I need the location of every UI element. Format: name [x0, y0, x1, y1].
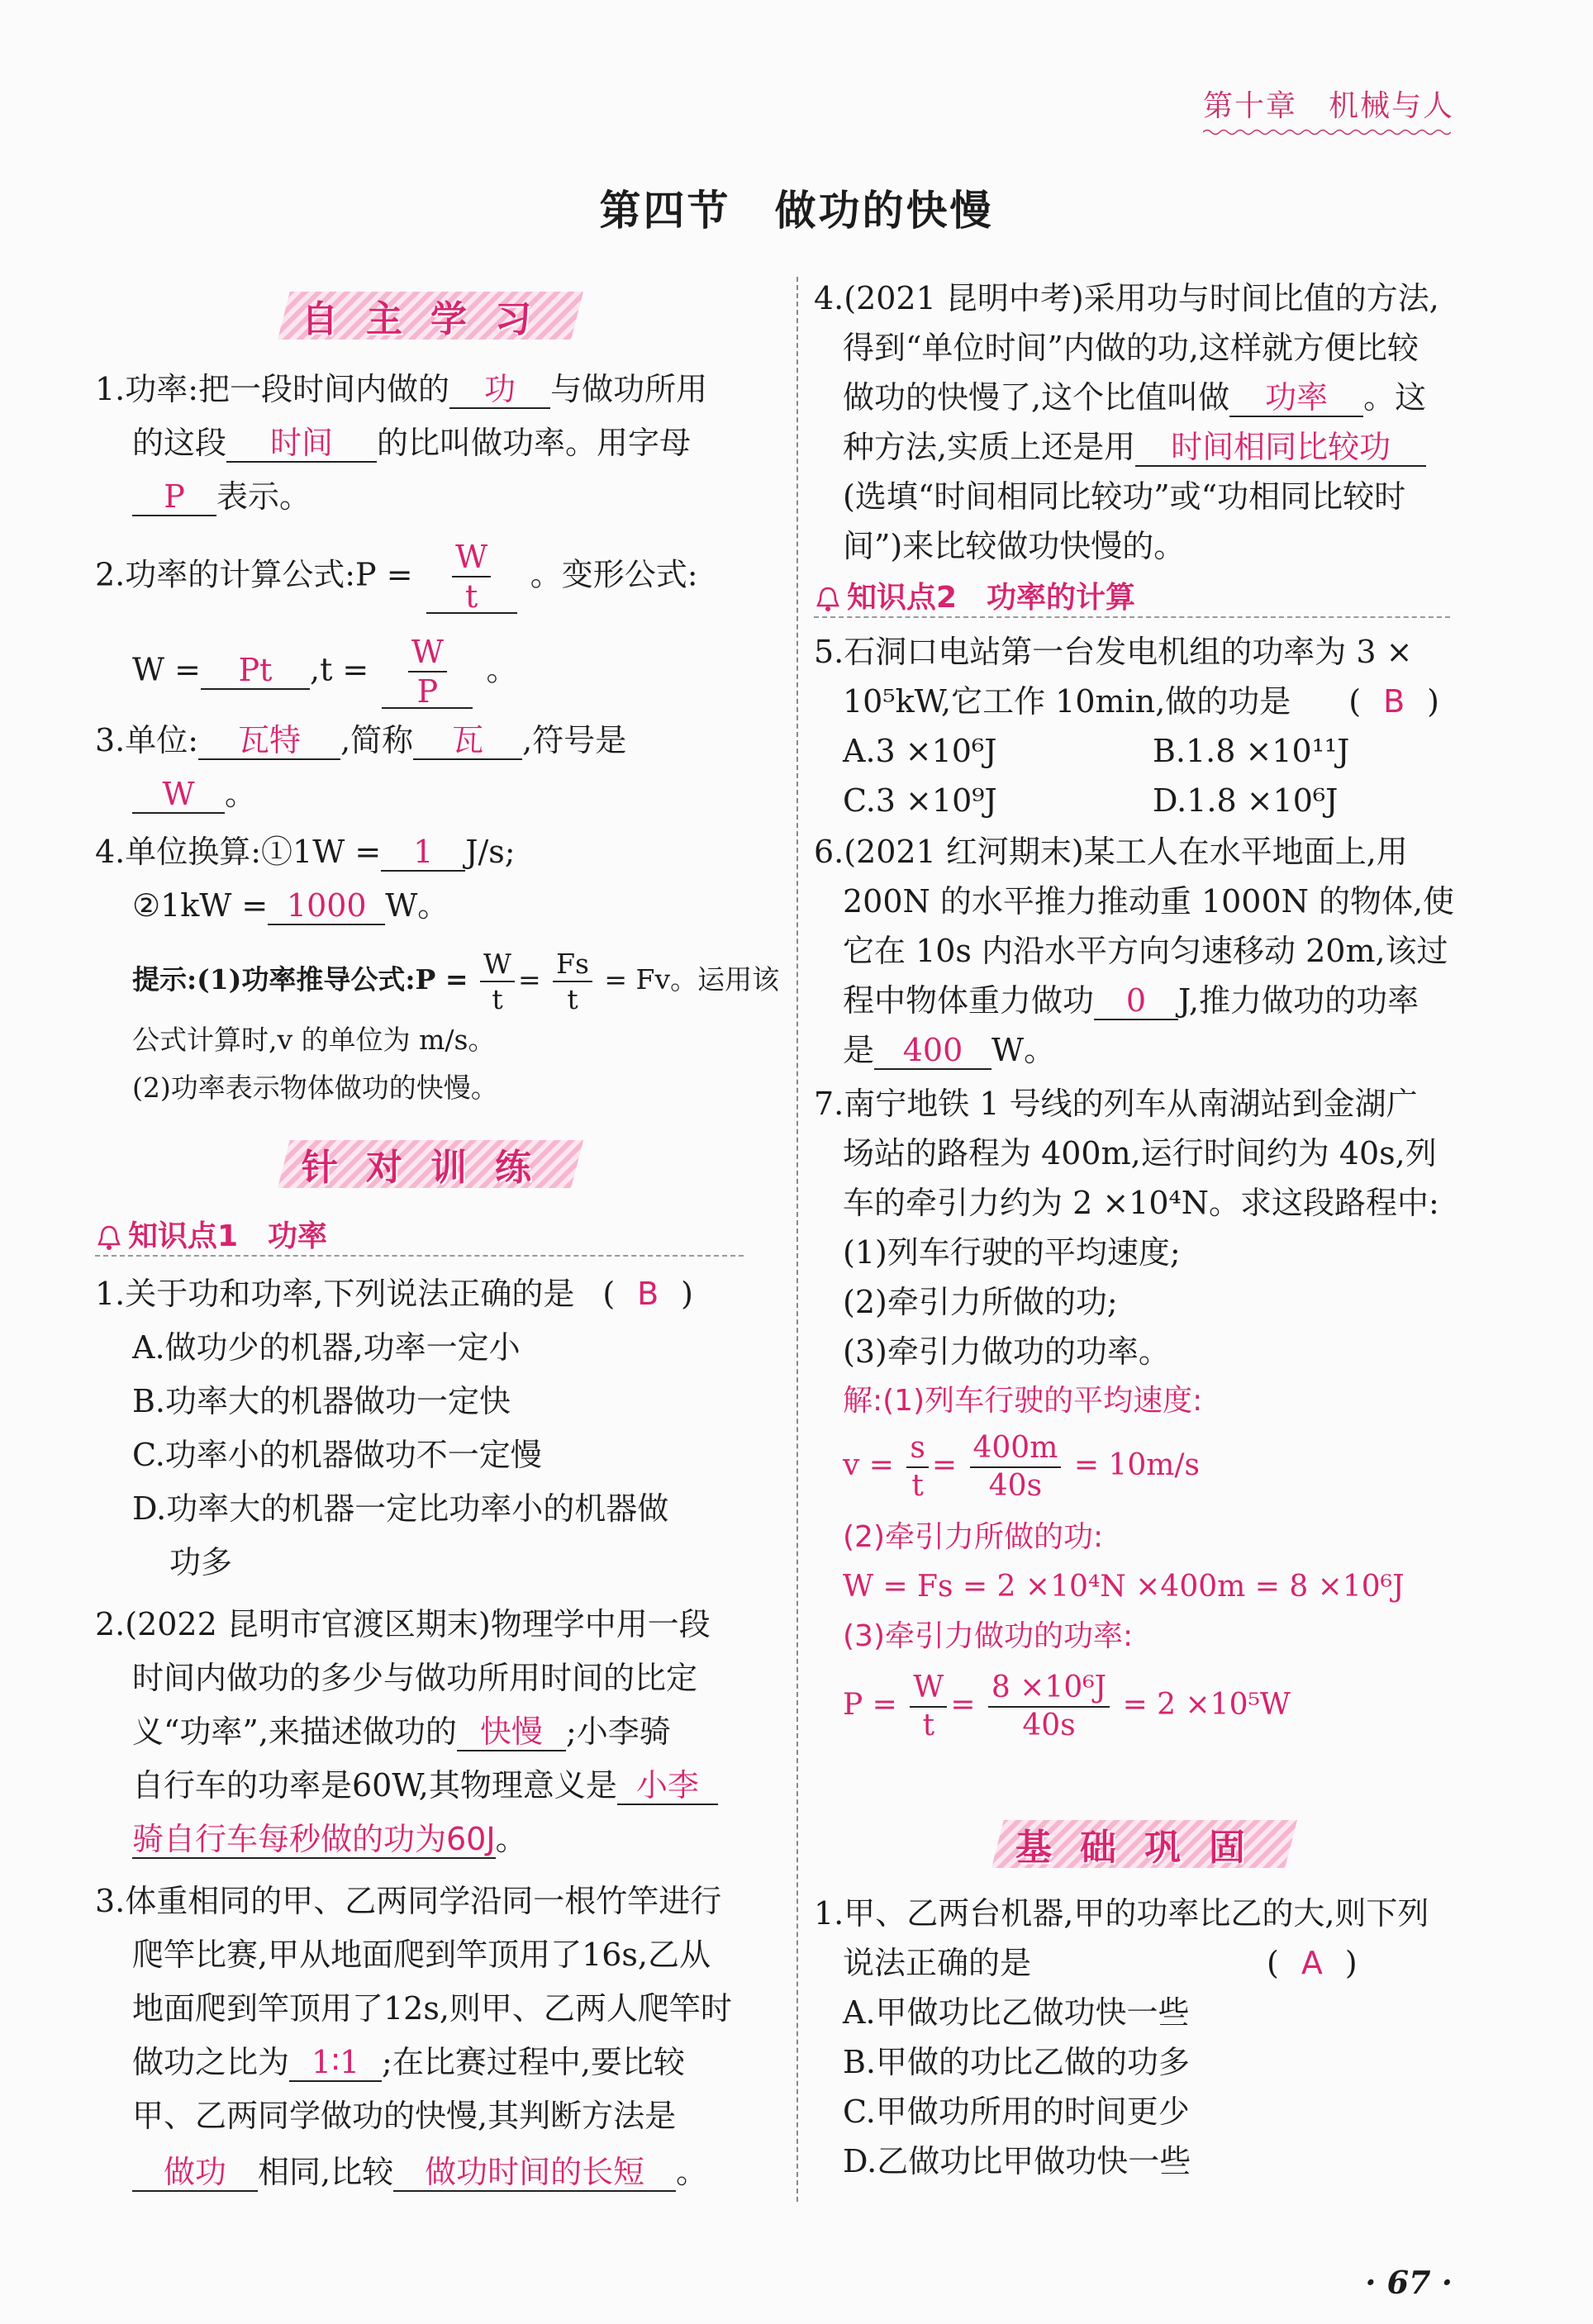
q2-line2: W = Pt ,t = $\frac{W}{P}$ 。 — [132, 634, 518, 710]
rq5-opt-c: C.3 ×10⁹J — [843, 782, 997, 819]
rq6-l5: 是 400 W。 — [843, 1032, 1056, 1068]
chapter-header: 第十章 机械与人 — [1203, 83, 1454, 125]
lq2-l4: 自行车的功率是60W,其物理意义是 小李 — [132, 1760, 718, 1811]
q4-line1: 4.单位换算:①1W = 1 J/s; — [95, 834, 516, 870]
lq1-opt-d2: 功多 — [169, 1544, 233, 1580]
sol-frac-8e6-40: $\frac{\text{8 ×10⁶J}}{40s}$ — [988, 1673, 1110, 1741]
q1-line1: 1.功率:把一段时间内做的 功 与做功所用 — [95, 371, 708, 407]
tip-line2: 公式计算时,v 的单位为 m/s。 — [132, 1024, 496, 1056]
bell-icon — [814, 585, 842, 613]
q1-line2: 的这段 时间 的比叫做功率。用字母 — [132, 425, 692, 461]
solution-s2: v = $\frac{s}{t}$ = $\frac{400m}{40s}$ = 10m/s — [843, 1431, 1200, 1503]
tip-line1: 提示:(1)功率推导公式:P = $\frac{W}{t}$ = $\frac{Fs}{t}$ = Fv。运用该 — [132, 948, 780, 1015]
rq7-p3: (3)牵引力做功的功率。 — [843, 1333, 1170, 1370]
q3-line1: 3.单位: 瓦特 ,简称 瓦 ,符号是 — [95, 722, 627, 758]
rq6-l4: 程中物体重力做功 0 J,推力做功的功率 — [843, 982, 1419, 1019]
lq3-l4: 做功之比为 1∶1 ;在比赛过程中,要比较 — [132, 2044, 685, 2080]
rq4-l3: 做功的快慢了,这个比值叫做 功率 。这 — [843, 379, 1427, 416]
bq1-opt-c: C.甲做功所用的时间更少 — [843, 2094, 1190, 2130]
lq1-opt-a: A.做功少的机器,功率一定小 — [132, 1329, 521, 1366]
bq1-opt-a: A.甲做功比乙做功快一些 — [843, 1994, 1190, 2031]
rq5-opt-d: D.1.8 ×10⁶J — [1153, 782, 1339, 819]
rq6-l3: 它在 10s 内沿水平方向匀速移动 20m,该过 — [843, 933, 1448, 969]
q1-line3: P 表示。 — [132, 471, 311, 522]
formula-w-over-p: $\frac{W}{P}$ — [382, 636, 473, 709]
rq4-l6: 间”)来比较做功快慢的。 — [843, 528, 1186, 564]
banner-self-study: 自主学习 — [278, 285, 583, 346]
rq7-l3: 车的牵引力约为 2 ×10⁴N。求这段路程中: — [843, 1185, 1439, 1221]
lq3-l6: 做功 相同,比较 做功时间的长短 。 — [132, 2146, 707, 2198]
rq5-l2: 10⁵kW,它工作 10min,做的功是 ( B ) — [843, 683, 1439, 720]
page-title: 第四节 做功的快慢 — [599, 187, 994, 235]
wave-underline-icon — [1203, 128, 1451, 136]
bell-icon — [95, 1224, 123, 1252]
rq7-l2: 场站的路程为 400m,运行时间约为 40s,列 — [843, 1135, 1437, 1172]
bq1-l2: 说法正确的是 ( A ) — [843, 1945, 1358, 1981]
tip-frac-fs-t: $\frac{Fs}{t}$ — [553, 950, 592, 1013]
q3-line2: W 。 — [132, 768, 256, 820]
rq4-l5: (选填“时间相同比较功”或“功相同比较时 — [843, 478, 1406, 515]
q2-line1: 2.功率的计算公式:P = $\frac{W}{t}$ 。变形公式: — [95, 539, 698, 615]
knowledge-point-1: 知识点1 功率 — [95, 1213, 744, 1257]
lq3-l2: 爬竿比赛,甲从地面爬到竿顶用了16s,乙从 — [132, 1937, 711, 1973]
lq3-l3: 地面爬到竿顶用了12s,则甲、乙两人爬竿时 — [132, 1990, 732, 2027]
solution-s3: (2)牵引力所做的功: — [843, 1520, 1104, 1554]
formula-w-over-t: $\frac{W}{t}$ — [426, 541, 517, 614]
rq6-l2: 200N 的水平推力推动重 1000N 的物体,使 — [843, 883, 1455, 920]
q4-line2: ②1kW = 1000 W。 — [132, 887, 449, 924]
solution-s4: W = Fs = 2 ×10⁴N ×400m = 8 ×10⁶J — [843, 1570, 1405, 1604]
banner-basic: 基础巩固 — [991, 1813, 1297, 1875]
sol-frac-s-t: $\frac{s}{t}$ — [906, 1433, 928, 1501]
rq7-l1: 7.南宁地铁 1 号线的列车从南湖站到金湖广 — [814, 1086, 1418, 1122]
lq1-opt-c: C.功率小的机器做功不一定慢 — [132, 1437, 542, 1473]
lq1-stem: 1.关于功和功率,下列说法正确的是 ( B ) — [95, 1276, 693, 1312]
rq4-l1: 4.(2021 昆明中考)采用功与时间比值的方法, — [814, 280, 1439, 316]
knowledge-point-2: 知识点2 功率的计算 — [814, 574, 1450, 618]
rq4-l4: 种方法,实质上还是用 时间相同比较功 — [843, 421, 1426, 473]
lq1-opt-b: B.功率大的机器做功一定快 — [132, 1383, 511, 1419]
rq5-opt-a: A.3 ×10⁶J — [843, 733, 997, 769]
solution-s1: 解:(1)列车行驶的平均速度: — [843, 1384, 1203, 1418]
bq1-l1: 1.甲、乙两台机器,甲的功率比乙的大,则下列 — [814, 1895, 1429, 1932]
bq1-opt-d: D.乙做功比甲做功快一些 — [843, 2143, 1191, 2179]
tip-line3: (2)功率表示物体做功的快慢。 — [132, 1072, 498, 1104]
sol-frac-400-40: $\frac{400m}{40s}$ — [970, 1433, 1062, 1501]
solution-s6: P = $\frac{W}{t}$ = $\frac{\text{8 ×10⁶J}}{40s}$ = 2 ×10⁵W — [843, 1671, 1291, 1742]
sol-frac-w-t: $\frac{W}{t}$ — [910, 1673, 947, 1741]
lq1-opt-d: D.功率大的机器一定比功率小的机器做 — [132, 1490, 669, 1527]
rq5-l1: 5.石洞口电站第一台发电机组的功率为 3 × — [814, 634, 1413, 670]
page-number: · 67 · — [1365, 2264, 1453, 2301]
lq2-l1: 2.(2022 昆明市官渡区期末)物理学中用一段 — [95, 1606, 711, 1642]
rq5-opt-b: B.1.8 ×10¹¹J — [1153, 733, 1350, 769]
lq2-l2: 时间内做功的多少与做功所用时间的比定 — [132, 1660, 698, 1696]
lq3-l5: 甲、乙两同学做功的快慢,其判断方法是 — [132, 2098, 677, 2134]
banner-training: 针对训练 — [278, 1133, 583, 1195]
column-divider — [796, 277, 798, 2202]
lq2-l3: 义“功率”,来描述做功的 快慢 ;小李骑 — [132, 1713, 671, 1750]
bq1-opt-b: B.甲做的功比乙做的功多 — [843, 2044, 1191, 2080]
tip-frac-w-t: $\frac{W}{t}$ — [480, 950, 515, 1013]
rq4-l2: 得到“单位时间”内做的功,这样就方便比较 — [843, 330, 1419, 366]
rq7-p1: (1)列车行驶的平均速度; — [843, 1234, 1181, 1271]
rq6-l1: 6.(2021 红河期末)某工人在水平地面上,用 — [814, 834, 1408, 870]
rq7-p2: (2)牵引力所做的功; — [843, 1284, 1118, 1320]
solution-s5: (3)牵引力做功的功率: — [843, 1619, 1134, 1653]
lq3-l1: 3.体重相同的甲、乙两同学沿同一根竹竿进行 — [95, 1883, 722, 1919]
lq2-l5: 骑自行车每秒做的功为60J。 — [132, 1821, 527, 1857]
